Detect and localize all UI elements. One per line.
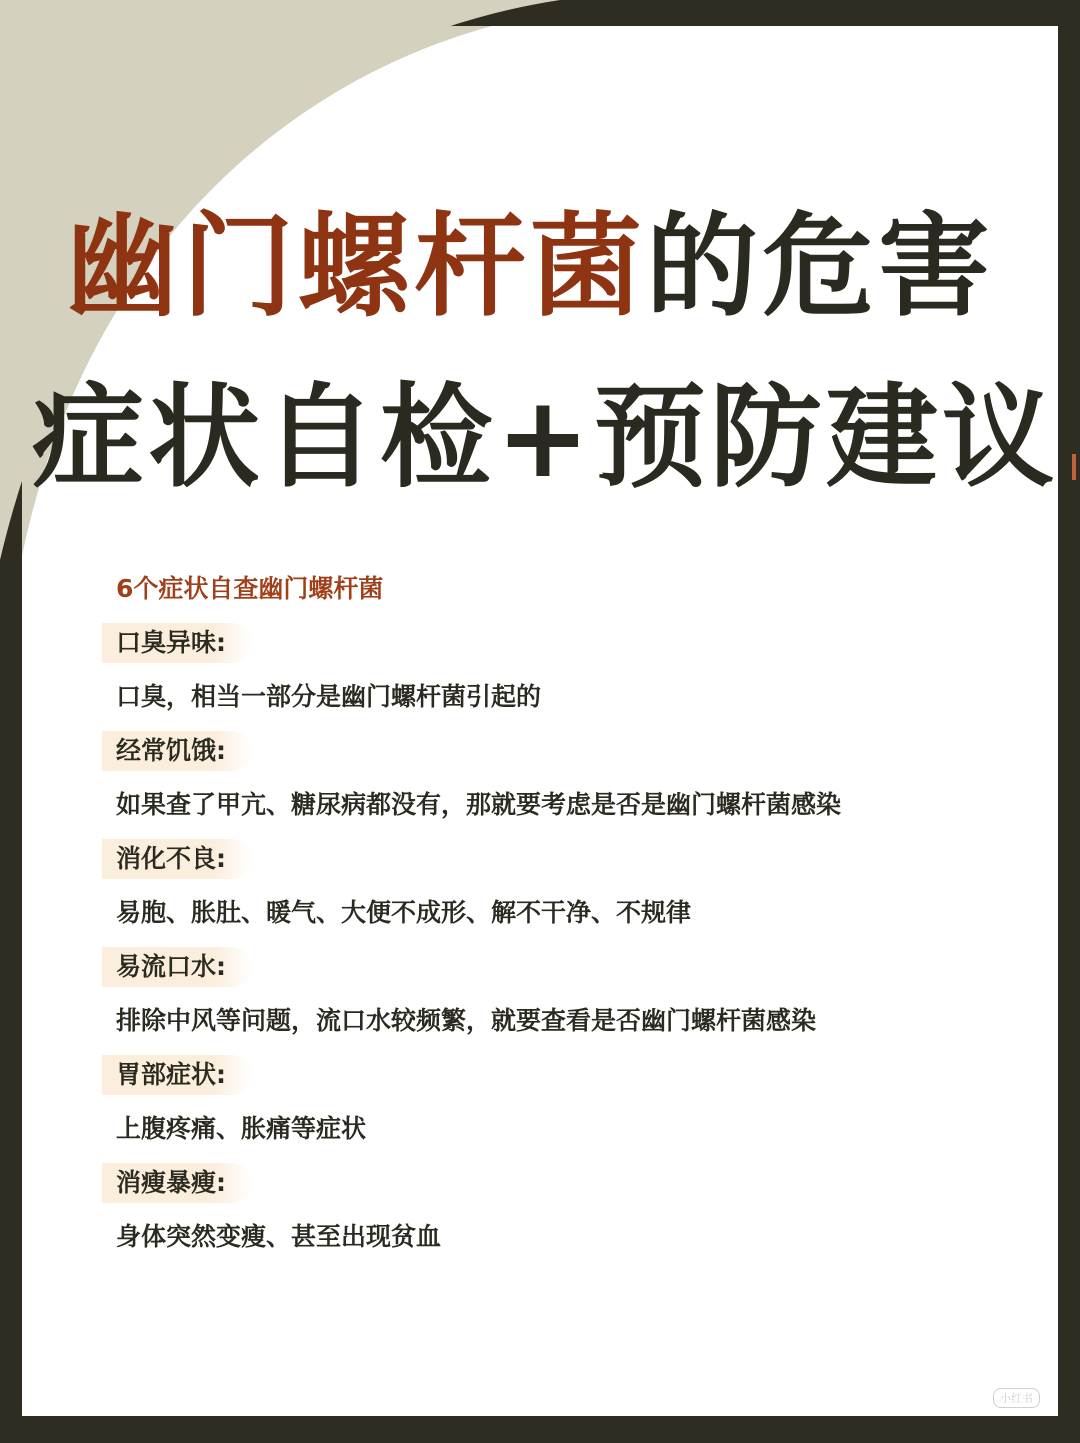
section-subtitle: 6个症状自查幽门螺杆菌 bbox=[116, 574, 384, 603]
symptom-description: 身体突然变瘦、甚至出现贫血 bbox=[116, 1222, 442, 1251]
symptom-label: 胃部症状: bbox=[102, 1055, 252, 1095]
symptom-label: 口臭异味: bbox=[102, 623, 252, 663]
symptom-list bbox=[102, 571, 982, 1271]
symptom-item bbox=[102, 731, 982, 823]
symptom-item bbox=[102, 839, 982, 931]
symptom-description: 易胞、胀肚、暖气、大便不成形、解不干净、不规律 bbox=[116, 898, 692, 927]
title-line-1 bbox=[22, 202, 1058, 332]
symptom-item bbox=[102, 1163, 982, 1255]
symptom-label: 经常饥饿: bbox=[102, 731, 252, 771]
title-accent-text: 幽门螺杆菌 bbox=[66, 202, 646, 332]
title-line-2: 症状自检+预防建议 bbox=[32, 373, 1058, 503]
symptom-label: 易流口水: bbox=[102, 947, 252, 987]
symptom-item bbox=[102, 947, 982, 1039]
symptom-label: 消瘦暴瘦: bbox=[102, 1163, 252, 1203]
watermark-logo: 小红书 bbox=[993, 1388, 1040, 1408]
symptom-description: 口臭，相当一部分是幽门螺杆菌引起的 bbox=[116, 682, 542, 711]
symptom-item bbox=[102, 1055, 982, 1147]
content-card bbox=[22, 26, 1058, 1416]
title-rest-text: 的危害 bbox=[646, 202, 994, 332]
symptom-description: 上腹疼痛、胀痛等症状 bbox=[116, 1114, 367, 1143]
symptom-description: 排除中风等问题，流口水较频繁，就要查看是否幽门螺杆菌感染 bbox=[116, 1006, 817, 1035]
symptom-description: 如果查了甲亢、糖尿病都没有，那就要考虑是否是幽门螺杆菌感染 bbox=[116, 790, 842, 819]
edge-accent-mark bbox=[1072, 454, 1076, 480]
symptom-item bbox=[102, 623, 982, 715]
symptom-label: 消化不良: bbox=[102, 839, 252, 879]
